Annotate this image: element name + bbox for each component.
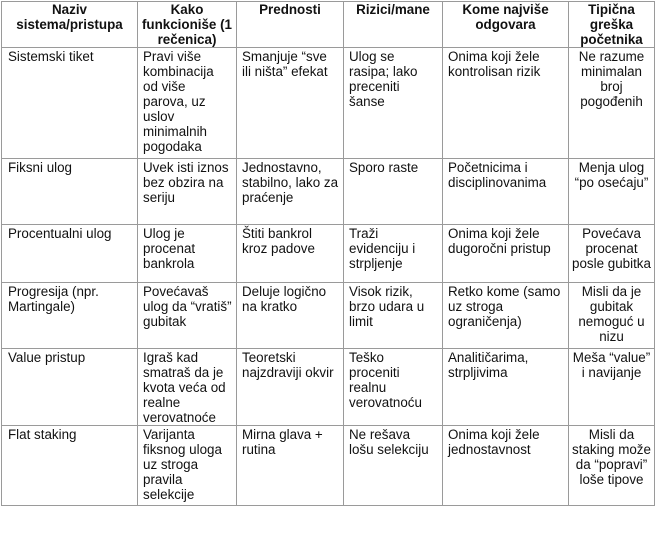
cell-name: Fiksni ulog <box>2 159 138 225</box>
cell-mistake: Menja ulog “po osećaju” <box>569 159 655 225</box>
header-pros: Prednosti <box>237 2 344 48</box>
betting-systems-table <box>1 1 655 506</box>
cell-how: Ulog je procenat bankrola <box>138 225 237 283</box>
cell-how: Uvek isti iznos bez obzira na seriju <box>138 159 237 225</box>
cell-mistake: Misli da staking može da “popravi” loše tipove <box>569 426 655 506</box>
header-risks: Rizici/mane <box>344 2 443 48</box>
cell-risks: Teško proceniti realnu verovatnoću <box>344 349 443 426</box>
cell-suits: Onima koji žele jednostavnost <box>443 426 569 506</box>
cell-name: Progresija (npr. Martingale) <box>2 283 138 349</box>
cell-risks: Traži evidenciju i strpljenje <box>344 225 443 283</box>
table-row <box>2 283 655 349</box>
cell-pros: Štiti bankrol kroz padove <box>237 225 344 283</box>
cell-name: Value pristup <box>2 349 138 426</box>
cell-pros: Mirna glava + rutina <box>237 426 344 506</box>
cell-name: Procentualni ulog <box>2 225 138 283</box>
header-suits: Kome najviše odgovara <box>443 2 569 48</box>
cell-how: Povećavaš ulog da “vratiš” gubitak <box>138 283 237 349</box>
table-row <box>2 159 655 225</box>
cell-risks: Ne rešava lošu selekciju <box>344 426 443 506</box>
header-mistake: Tipična greška početnika <box>569 2 655 48</box>
cell-suits: Retko kome (samo uz stroga ograničenja) <box>443 283 569 349</box>
cell-name: Flat staking <box>2 426 138 506</box>
cell-risks: Sporo raste <box>344 159 443 225</box>
header-name: Naziv sistema/pristupa <box>2 2 138 48</box>
cell-how: Igraš kad smatraš da je kvota veća od realne verovatnoće <box>138 349 237 426</box>
cell-pros: Deluje logično na kratko <box>237 283 344 349</box>
cell-suits: Onima koji žele kontrolisan rizik <box>443 48 569 159</box>
table-row <box>2 426 655 506</box>
table-header-row <box>2 2 655 48</box>
cell-how: Pravi više kombinacija od više parova, uz uslov minimalnih pogodaka <box>138 48 237 159</box>
table-row <box>2 225 655 283</box>
cell-suits: Početnicima i disciplinovanima <box>443 159 569 225</box>
cell-mistake: Misli da je gubitak nemoguć u nizu <box>569 283 655 349</box>
document-page <box>1 1 654 506</box>
table-row <box>2 48 655 159</box>
cell-mistake: Ne razume minimalan broj pogođenih <box>569 48 655 159</box>
cell-risks: Ulog se rasipa; lako preceniti šanse <box>344 48 443 159</box>
cell-risks: Visok rizik, brzo udara u limit <box>344 283 443 349</box>
cell-name: Sistemski tiket <box>2 48 138 159</box>
cell-mistake: Meša “value” i navijanje <box>569 349 655 426</box>
cell-suits: Onima koji žele dugoročni pristup <box>443 225 569 283</box>
cell-pros: Smanjuje “sve ili ništa” efekat <box>237 48 344 159</box>
cell-suits: Analitičarima, strpljivima <box>443 349 569 426</box>
table-row <box>2 349 655 426</box>
cell-how: Varijanta fiksnog uloga uz stroga pravila selekcije <box>138 426 237 506</box>
header-how: Kako funkcioniše (1 rečenica) <box>138 2 237 48</box>
cell-mistake: Povećava procenat posle gubitka <box>569 225 655 283</box>
cell-pros: Teoretski najzdraviji okvir <box>237 349 344 426</box>
cell-pros: Jednostavno, stabilno, lako za praćenje <box>237 159 344 225</box>
